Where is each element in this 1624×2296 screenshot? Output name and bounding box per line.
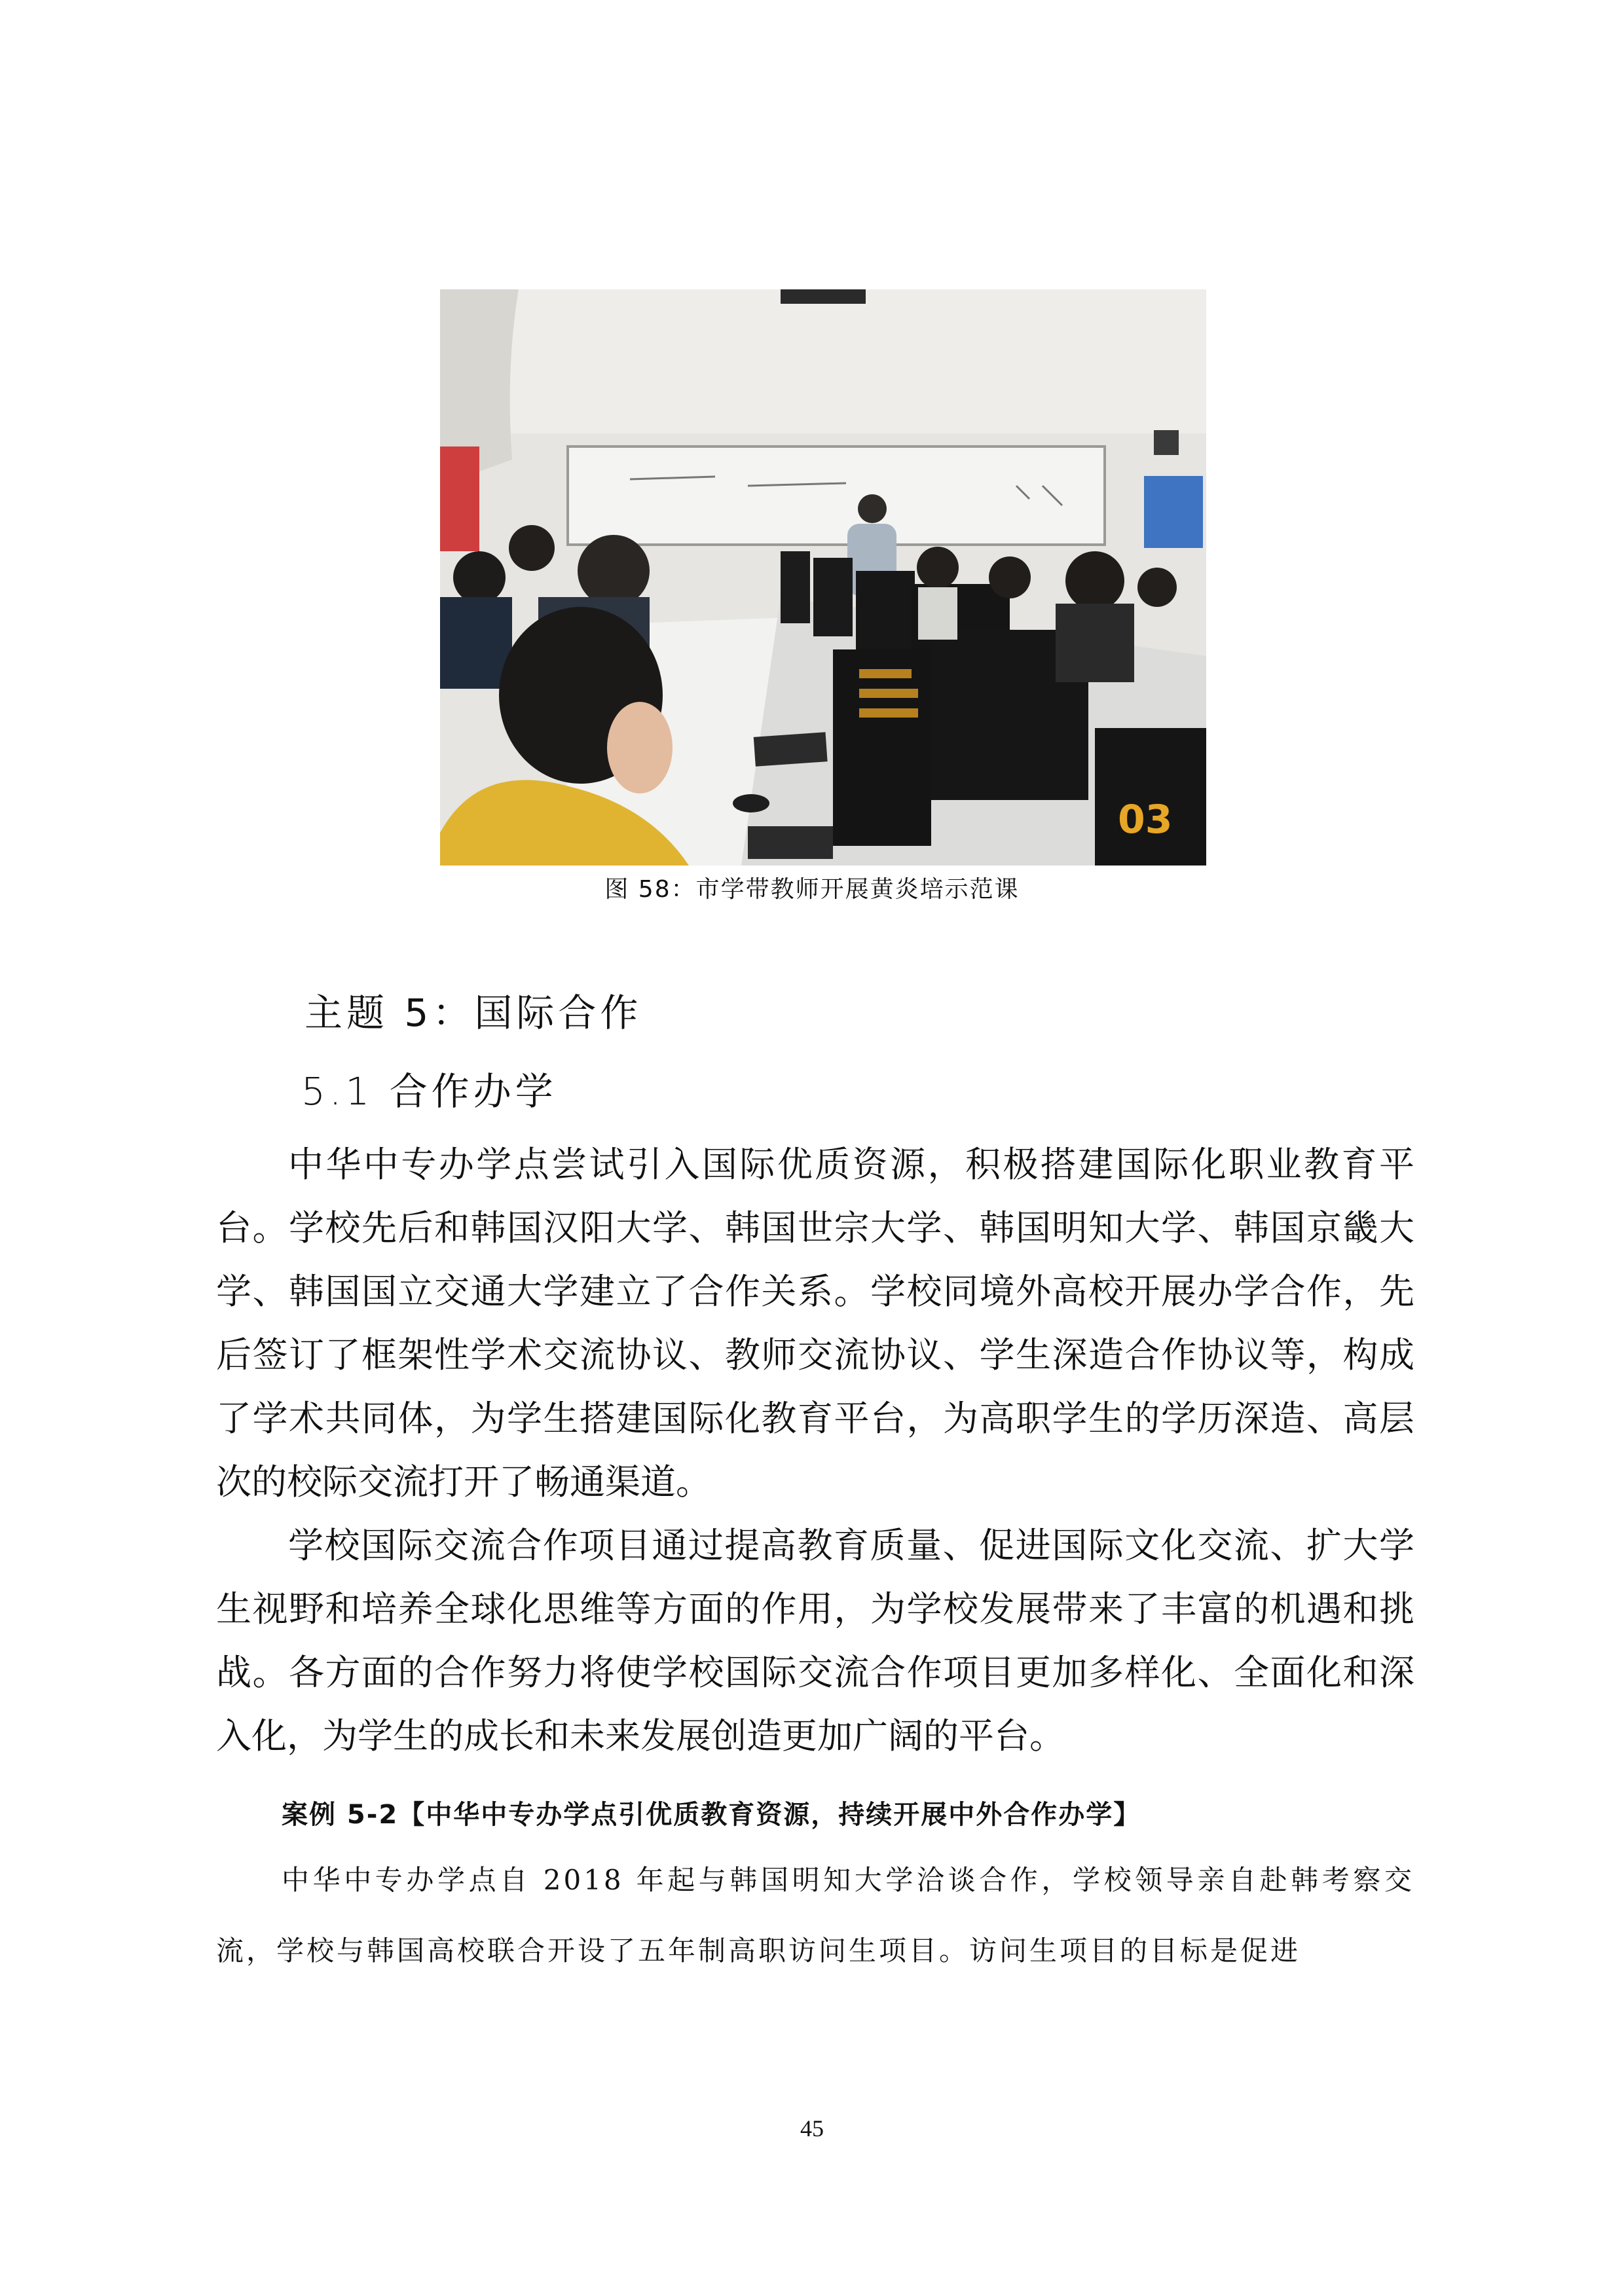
case-title: 案例 5-2【中华中专办学点引优质教育资源，持续开展中外合作办学】 [282,1800,1141,1830]
paragraph-2-text: 学校国际交流合作项目通过提高教育质量、促进国际文化交流、扩大学生视野和培养全球化思维等方面的作用，为学校发展带来了丰富的机遇和挑战。各方面的合作努力将使学校国际交流合作项目更加多样化、全面化和深入化，为学生的成长和未来发展创造更加广阔的平台。 [216,1525,1414,1757]
paragraph-2 [216,1514,1414,1768]
monitor-number-label: 03 [1118,797,1173,843]
paragraph-1 [216,1133,1414,1514]
section-subheading: 5.1 合作办学 [301,1069,557,1114]
theme-heading: 主题 5：国际合作 [304,991,642,1035]
case-body-text: 中华中专办学点自 2018 年起与韩国明知大学洽谈合作，学校领导亲自赴韩考察交流，学校与韩国高校联合开设了五年制高职访问生项目。访问生项目的目标是促进 [216,1864,1414,1967]
classroom-photo-illustration [440,289,1206,866]
page-number: 45 [800,2115,824,2141]
paragraph-1-text: 中华中专办学点尝试引入国际优质资源，积极搭建国际化职业教育平台。学校先后和韩国汉阳大学、韩国世宗大学、韩国明知大学、韩国京畿大学、韩国国立交通大学建立了合作关系。学校同境外高校开展办学合作，先后签订了框架性学术交流协议、教师交流协议、学生深造合作协议等，构成了学术共同体，为学生搭建国际化教育平台，为高职学生的学历深造、高层次的校际交流打开了畅通渠道。 [216,1144,1414,1503]
classroom-photo [440,289,1206,866]
figure-caption: 图 58：市学带教师开展黄炎培示范课 [604,876,1020,903]
case-body [216,1845,1414,1986]
